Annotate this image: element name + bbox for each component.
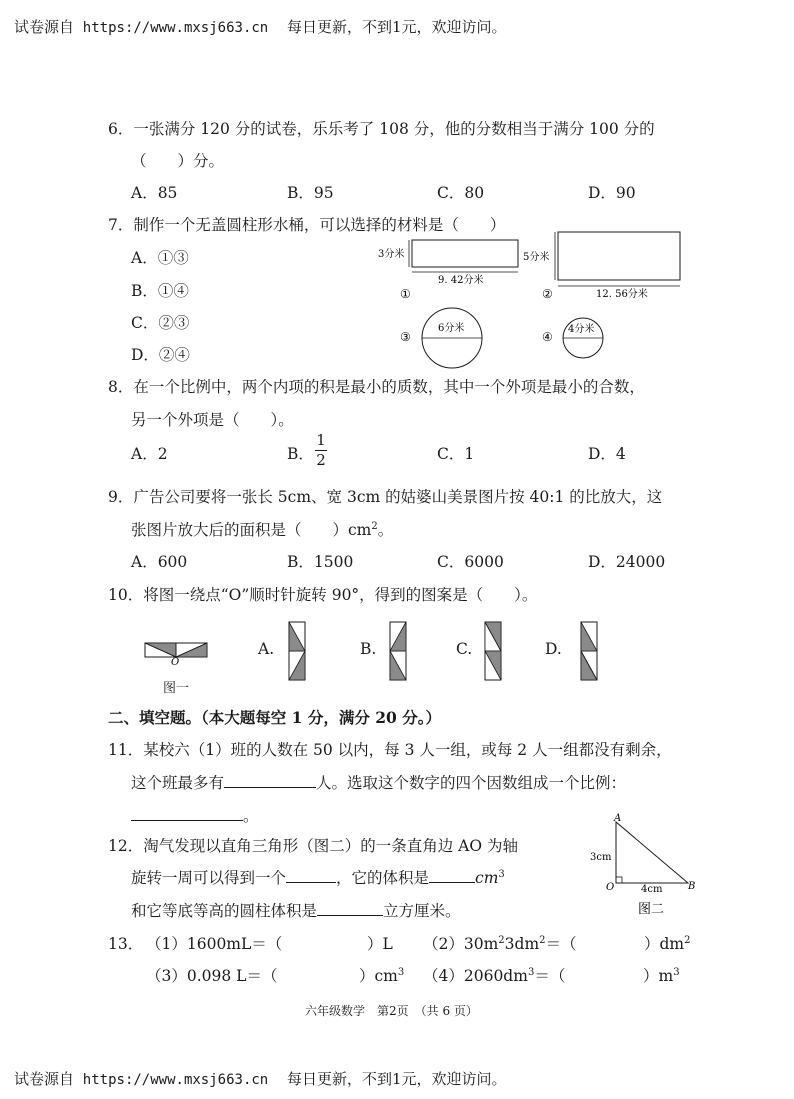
bottom-url[interactable]: https://www.mxsj663.cn [82, 1072, 269, 1088]
q7-rect-1-width: 9. 42分米 [438, 275, 484, 286]
q12-line2-a: 旋转一周可以得到一个 [131, 869, 287, 887]
q7-option-d: D．②④ [131, 346, 190, 364]
q9-line2-text: 张图片放大后的面积是（ ）cm [131, 521, 372, 539]
q10-option-c: C. [456, 640, 473, 658]
q6-line2: （ ）分。 [131, 152, 225, 170]
q8-option-a: A．2 [131, 445, 168, 463]
q13-part4-unit: ）$m^3$ [643, 966, 680, 985]
q11-line2-b: 人。选取这个数字的四个因数组成一个比例： [316, 774, 627, 792]
q10-figure-one-caption: 图一 [163, 681, 190, 696]
q10-stem: 10．将图一绕点“O”顺时针旋转 90°，得到的图案是（ ）。 [108, 586, 538, 604]
q6-option-b: B．95 [287, 184, 334, 202]
bottom-note: 每日更新，不到1元，欢迎访问。 [287, 1070, 507, 1088]
vertex-o: O [606, 882, 615, 893]
q11-line2 [131, 771, 626, 793]
q12-blank-2[interactable] [429, 866, 475, 883]
q7-rect-2-width: 12. 56分米 [596, 289, 648, 300]
q13-part2-unit: ）$dm^2$ [644, 934, 691, 953]
figure-one-point: O [171, 657, 180, 665]
q10-option-b: B. [360, 640, 377, 658]
q12-figure-two [586, 812, 698, 922]
q11-line2-a: 这个班最多有 [131, 774, 225, 792]
q10-option-d-figure [579, 620, 601, 682]
q13-number: 13． [108, 935, 144, 953]
banner-url[interactable]: https://www.mxsj663.cn [82, 20, 269, 36]
q9-option-c: C．6000 [437, 553, 504, 571]
right-triangle [616, 822, 688, 883]
side-ao-length: 3cm [590, 852, 612, 863]
q12-blank-3[interactable] [317, 899, 383, 916]
q7-figure [360, 225, 690, 375]
fraction-numerator: 1 [316, 431, 326, 449]
q9-line2 [131, 518, 393, 540]
q8-option-c: C．1 [437, 445, 475, 463]
vertex-b: B [688, 881, 696, 892]
q12-line3-b: 立方厘米。 [383, 902, 461, 920]
q6-option-d: D．90 [588, 184, 636, 202]
figure-two-caption: 图二 [638, 902, 665, 917]
q11-line3-end: 。 [243, 807, 259, 825]
q8-line1: 8．在一个比例中，两个内项的积是最小的质数，其中一个外项是最小的合数， [108, 378, 645, 396]
q9-sup: 2 [371, 520, 378, 532]
q12-line2-b: ，它的体积是 [336, 869, 430, 887]
section-2-title: 二、填空题。（本大题每空 1 分，满分 20 分。） [108, 708, 441, 727]
q7-stem: 7．制作一个无盖圆柱形水桶，可以选择的材料是（ ） [108, 216, 506, 234]
q6-option-a: A．85 [131, 184, 178, 202]
banner-note: 每日更新，不到1元，欢迎访问。 [287, 18, 507, 36]
q9-line1: 9．广告公司要将一张长 5cm、宽 3cm 的姑婆山美景图片按 40:1 的比放大，这 [108, 488, 663, 506]
q13-part3: （3）0.098 L＝（ [146, 967, 278, 985]
q9-option-d: D．24000 [588, 553, 666, 571]
q10-option-a: A. [258, 640, 275, 658]
q8-option-d: D．4 [588, 445, 626, 463]
q8-option-b: B． [287, 445, 314, 463]
q12-line3-a: 和它等底等高的圆柱体积是 [131, 902, 318, 920]
q7-circle-3-label: 6分米 [438, 323, 465, 334]
q8-line2: 另一个外项是（ ）。 [131, 411, 294, 429]
q13-line1 [108, 932, 143, 954]
q7-mark-3: ③ [400, 330, 411, 344]
q6-option-c: C．80 [437, 184, 485, 202]
q12-blank-1[interactable] [286, 866, 336, 883]
q7-rect-1-height: 3分米 [378, 249, 405, 260]
fraction-denominator: 2 [316, 451, 326, 469]
q13-part1: （1）1600mL＝（ [146, 935, 283, 953]
q7-mark-1: ① [400, 287, 411, 301]
q10-option-d: D. [545, 640, 562, 658]
q7-option-b: B．①④ [131, 282, 189, 300]
q7-rect-2-height: 5分米 [523, 252, 550, 263]
q7-circle-4-label: 4分米 [568, 324, 595, 335]
q10-option-b-figure [388, 620, 410, 682]
right-angle-mark [616, 877, 622, 883]
q11-line1: 11．某校六（1）班的人数在 50 以内，每 3 人一组，或每 2 人一组都没有剩余， [108, 741, 672, 759]
q7-option-a: A．①③ [131, 249, 189, 267]
q12-line2-unit: cm [475, 869, 499, 887]
q7-rect-1 [412, 240, 518, 267]
q7-mark-4: ④ [542, 330, 553, 344]
q10-option-a-figure [287, 620, 309, 682]
vertex-a: A [614, 813, 622, 824]
q13-part1-unit: ）L [367, 935, 393, 953]
q12-line2 [131, 866, 505, 888]
q8-option-b-fraction [315, 432, 327, 469]
q10-option-c-figure [483, 620, 505, 682]
q7-rect-2 [558, 232, 680, 280]
top-banner [14, 16, 507, 37]
q9-option-b: B．1500 [287, 553, 354, 571]
q9-option-a: A．600 [131, 553, 188, 571]
q6-line1: 6．一张满分 120 分的试卷，乐乐考了 108 分，他的分数相当于满分 100 分的 [108, 120, 655, 138]
q11-blank-1[interactable] [224, 771, 316, 788]
q12-line3 [131, 899, 461, 921]
page-footer: 六年级数学 第2页 （共 6 页） [305, 1004, 478, 1018]
q12-sup: 3 [498, 868, 505, 880]
q13-part4: $(4)2060dm^3=$（ [423, 966, 566, 985]
q11-line3 [131, 804, 259, 826]
q7-option-c: C．②③ [131, 314, 190, 332]
side-ob-length: 4cm [641, 884, 663, 895]
q9-line2-end: 。 [377, 521, 394, 539]
q7-mark-2: ② [542, 287, 553, 301]
q13-part2: $(2)30m^23dm^2=$（ [423, 934, 577, 953]
q12-line1: 12．淘气发现以直角三角形（图二）的一条直角边 AO 为轴 [108, 837, 518, 855]
banner-source: 试卷源自 [14, 18, 75, 36]
bottom-source: 试卷源自 [14, 1070, 75, 1088]
q10-figure-one [140, 637, 212, 665]
q11-blank-2[interactable] [131, 804, 243, 821]
q13-part3-unit: ）$cm^3$ [359, 966, 405, 985]
bottom-banner [14, 1068, 507, 1089]
